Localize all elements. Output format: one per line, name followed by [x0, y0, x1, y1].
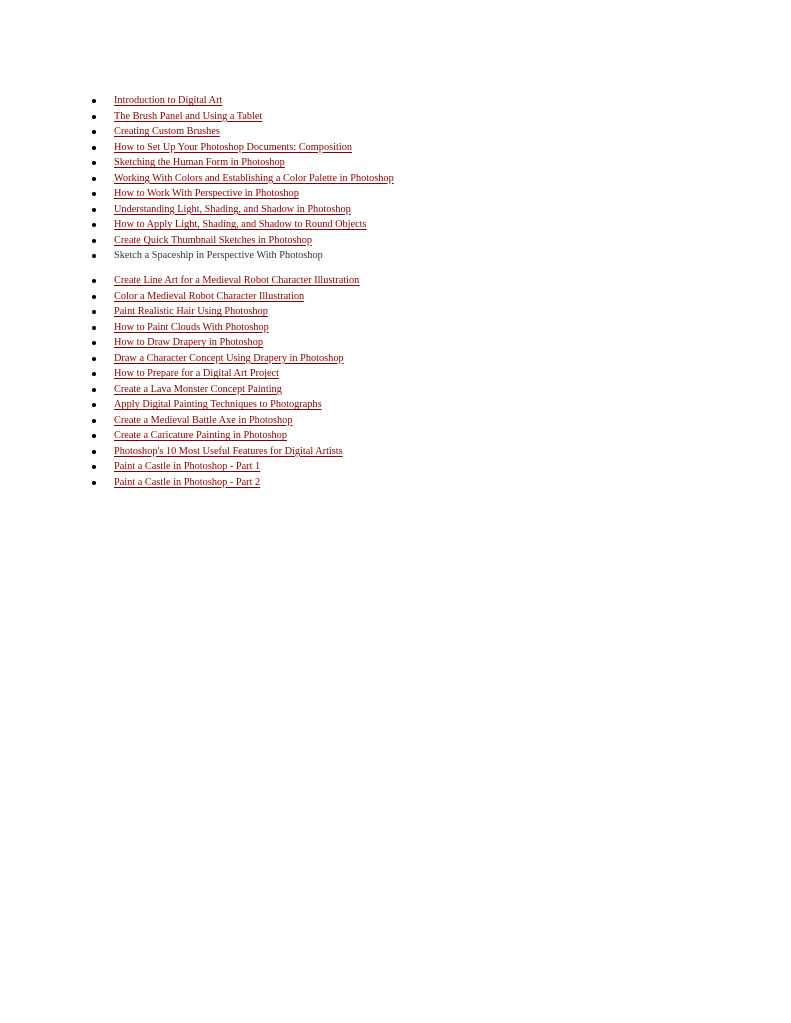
list-item [90, 444, 359, 460]
tutorial-link[interactable]: How to Set Up Your Photoshop Documents: Composition [114, 141, 352, 153]
tutorial-link[interactable]: Draw a Character Concept Using Drapery in Photoshop [114, 352, 344, 364]
bullet-icon [92, 208, 96, 212]
list-item [90, 335, 359, 351]
tutorial-link[interactable]: Apply Digital Painting Techniques to Photographs [114, 399, 322, 410]
bullet-icon [92, 341, 96, 345]
tutorial-link[interactable]: How to Draw Drapery in Photoshop [114, 337, 263, 348]
tutorial-link[interactable]: Paint a Castle in Photoshop - Part 1 [114, 461, 261, 472]
list-item [90, 186, 394, 202]
tutorial-title-text: Sketch a Spaceship in Perspective With Photoshop [114, 250, 323, 261]
list-item [90, 397, 359, 413]
bullet-icon [92, 310, 96, 314]
tutorial-link[interactable]: Paint Realistic Hair Using Photoshop [114, 306, 268, 317]
tutorial-link[interactable]: Photoshop's 10 Most Useful Features for Digital Artists [114, 445, 343, 457]
list-item [90, 124, 394, 140]
tutorial-link[interactable]: Creating Custom Brushes [114, 126, 220, 137]
list-item [90, 202, 394, 218]
tutorial-link[interactable]: Create a Lava Monster Concept Painting [114, 383, 282, 395]
list-item [90, 140, 394, 156]
list-item [90, 289, 359, 305]
tutorial-link[interactable]: How to Apply Light, Shading, and Shadow to Round Objects [114, 219, 367, 230]
list-item [90, 273, 359, 289]
bullet-icon [92, 115, 96, 119]
tutorial-link[interactable]: Sketching the Human Form in Photoshop [114, 157, 285, 168]
bullet-icon [92, 192, 96, 196]
tutorial-link[interactable]: Create a Medieval Battle Axe in Photoshop [114, 414, 293, 426]
tutorial-link[interactable]: The Brush Panel and Using a Tablet [114, 110, 263, 122]
tutorial-link[interactable]: Create Line Art for a Medieval Robot Character Illustration [114, 275, 360, 286]
list-item [90, 217, 394, 233]
tutorial-link[interactable]: Introduction to Digital Art [114, 95, 223, 106]
list-item [90, 475, 359, 491]
bullet-icon [92, 450, 96, 454]
list-item [90, 351, 359, 367]
tutorial-link[interactable]: Create Quick Thumbnail Sketches in Photoshop [114, 234, 312, 246]
list-item [90, 366, 359, 382]
tutorial-link[interactable]: Create a Caricature Painting in Photoshop [114, 430, 288, 441]
tutorial-link[interactable]: Working With Colors and Establishing a Color Palette in Photoshop [114, 172, 394, 184]
tutorial-link[interactable]: Color a Medieval Robot Character Illustration [114, 290, 305, 302]
tutorial-list-first [90, 93, 394, 264]
list-item [90, 428, 359, 444]
bullet-icon [92, 254, 96, 258]
bullet-icon [92, 372, 96, 376]
bullet-icon [92, 419, 96, 423]
list-item [90, 382, 359, 398]
bullet-icon [92, 388, 96, 392]
bullet-icon [92, 279, 96, 283]
tutorial-link[interactable]: Understanding Light, Shading, and Shadow in Photoshop [114, 203, 351, 215]
bullet-icon [92, 465, 96, 469]
bullet-icon [92, 99, 96, 103]
tutorial-list-second [90, 273, 359, 490]
list-item [90, 233, 394, 249]
list-item [90, 171, 394, 187]
bullet-icon [92, 481, 96, 485]
bullet-icon [92, 146, 96, 150]
bullet-icon [92, 326, 96, 330]
tutorial-link[interactable]: How to Prepare for a Digital Art Project [114, 368, 279, 379]
bullet-icon [92, 357, 96, 361]
list-item [90, 93, 394, 109]
bullet-icon [92, 239, 96, 243]
list-item [90, 155, 394, 171]
bullet-icon [92, 434, 96, 438]
bullet-icon [92, 177, 96, 181]
bullet-icon [92, 161, 96, 165]
tutorial-link[interactable]: How to Work With Perspective in Photoshop [114, 188, 299, 199]
list-item [90, 248, 394, 264]
list-item [90, 109, 394, 125]
list-item [90, 413, 359, 429]
list-item [90, 304, 359, 320]
tutorial-link[interactable]: How to Paint Clouds With Photoshop [114, 321, 269, 333]
bullet-icon [92, 403, 96, 407]
list-item [90, 320, 359, 336]
bullet-icon [92, 130, 96, 134]
list-item [90, 459, 359, 475]
tutorial-link[interactable]: Paint a Castle in Photoshop - Part 2 [114, 476, 261, 488]
bullet-icon [92, 295, 96, 299]
bullet-icon [92, 223, 96, 227]
